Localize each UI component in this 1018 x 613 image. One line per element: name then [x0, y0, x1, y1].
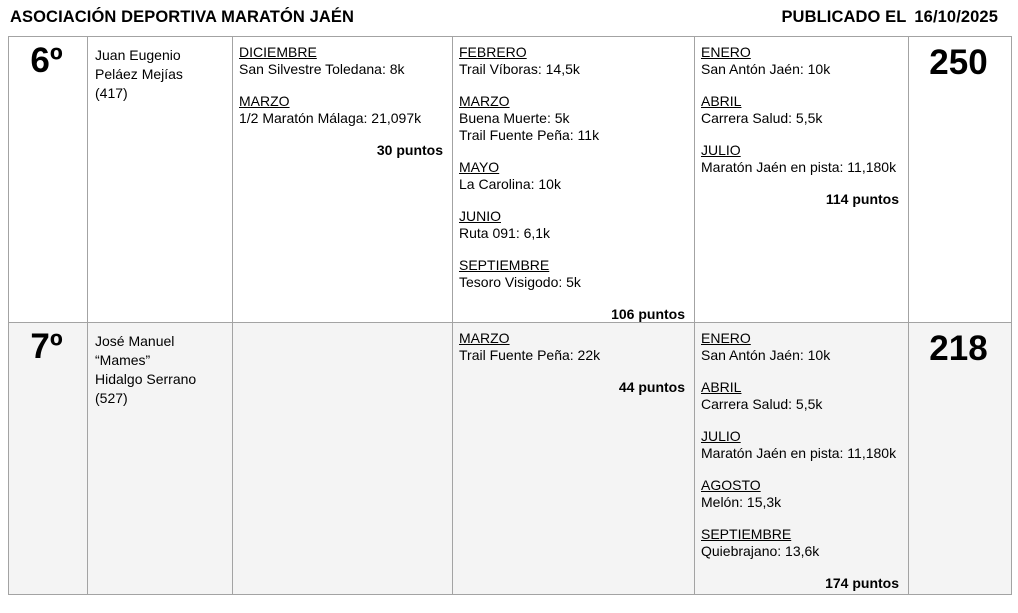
month-section: [459, 330, 685, 364]
month-section: [701, 44, 899, 78]
race-result: Ruta 091: 6,1k: [459, 225, 551, 241]
race-result: San Antón Jaén: 10k: [701, 61, 831, 77]
category-points: 174 puntos: [825, 575, 899, 591]
month-label: SEPTIEMBRE: [701, 526, 792, 542]
race-result: Maratón Jaén en pista: 11,180k: [701, 445, 897, 461]
category-points: 114 puntos: [825, 191, 899, 207]
race-result: 1/2 Maratón Málaga: 21,097k: [239, 110, 422, 126]
month-section: [701, 428, 899, 462]
published-date: 16/10/2025: [914, 8, 998, 26]
name-line: Peláez Mejías: [95, 66, 183, 82]
month-label: JULIO: [701, 142, 741, 158]
total-points-cell: 250: [929, 43, 988, 82]
month-section: [239, 93, 443, 127]
month-section: [701, 379, 899, 413]
name-line: José Manuel: [95, 333, 175, 349]
sections-list: [701, 330, 899, 560]
total-points-cell: 218: [929, 329, 988, 368]
race-result: Trail Fuente Peña: 11k: [459, 127, 600, 143]
sections-list: [459, 330, 685, 364]
name-line: Hidalgo Serrano: [95, 371, 197, 387]
month-section: [459, 257, 685, 291]
month-label: SEPTIEMBRE: [459, 257, 550, 273]
race-result: Trail Víboras: 14,5k: [459, 61, 580, 77]
name-line: “Mames”: [95, 352, 151, 368]
month-section: [459, 159, 685, 193]
month-label: FEBRERO: [459, 44, 527, 60]
month-label: MARZO: [239, 93, 290, 109]
runner-name-cell: [88, 37, 233, 322]
table-row: [9, 37, 1011, 323]
race-result: San Silvestre Toledana: 8k: [239, 61, 405, 77]
race-result: San Antón Jaén: 10k: [701, 347, 831, 363]
races-cell-cat3: [695, 323, 909, 594]
month-section: [459, 44, 685, 78]
month-label: ABRIL: [701, 93, 742, 109]
ranking-table: [8, 36, 1012, 595]
month-section: [459, 93, 685, 144]
position-cell: 7º: [9, 323, 88, 594]
month-section: [701, 93, 899, 127]
month-label: ABRIL: [701, 379, 742, 395]
race-result: Trail Fuente Peña: 22k: [459, 347, 601, 363]
published-label: PUBLICADO EL: [781, 8, 907, 26]
club-title: ASOCIACIÓN DEPORTIVA MARATÓN JAÉN: [10, 8, 355, 26]
table-row: [9, 323, 1011, 594]
month-section: [701, 526, 899, 560]
month-section: [701, 142, 899, 176]
name-line: (527): [95, 390, 128, 406]
month-label: JUNIO: [459, 208, 501, 224]
races-cell-cat2: [453, 323, 695, 594]
race-result: Buena Muerte: 5k: [459, 110, 570, 126]
name-line: Juan Eugenio: [95, 47, 181, 63]
month-label: DICIEMBRE: [239, 44, 317, 60]
month-section: [239, 44, 443, 78]
races-cell-cat2: [453, 37, 695, 322]
position-cell: 6º: [9, 37, 88, 322]
race-result: Carrera Salud: 5,5k: [701, 110, 823, 126]
race-result: Quiebrajano: 13,6k: [701, 543, 820, 559]
category-points: 30 puntos: [376, 142, 443, 158]
month-label: ENERO: [701, 330, 751, 346]
month-label: ENERO: [701, 44, 751, 60]
races-cell-cat1: [233, 37, 453, 322]
races-cell-cat3: [695, 37, 909, 322]
published-info: [781, 8, 998, 27]
month-section: [701, 477, 899, 511]
runner-name-cell: [88, 323, 233, 594]
month-section: [459, 208, 685, 242]
sections-list: [239, 44, 443, 127]
race-result: La Carolina: 10k: [459, 176, 561, 192]
category-points: 44 puntos: [618, 379, 685, 395]
sections-list: [459, 44, 685, 291]
race-result: Tesoro Visigodo: 5k: [459, 274, 581, 290]
month-label: MARZO: [459, 93, 510, 109]
races-cell-cat1: [233, 323, 453, 594]
month-label: AGOSTO: [701, 477, 761, 493]
name-line: (417): [95, 85, 128, 101]
race-result: Maratón Jaén en pista: 11,180k: [701, 159, 897, 175]
page-header: [10, 8, 998, 27]
race-result: Carrera Salud: 5,5k: [701, 396, 823, 412]
race-result: Melón: 15,3k: [701, 494, 782, 510]
category-points: 106 puntos: [611, 306, 685, 322]
sections-list: [701, 44, 899, 176]
month-label: MARZO: [459, 330, 510, 346]
month-label: MAYO: [459, 159, 500, 175]
month-label: JULIO: [701, 428, 741, 444]
month-section: [701, 330, 899, 364]
